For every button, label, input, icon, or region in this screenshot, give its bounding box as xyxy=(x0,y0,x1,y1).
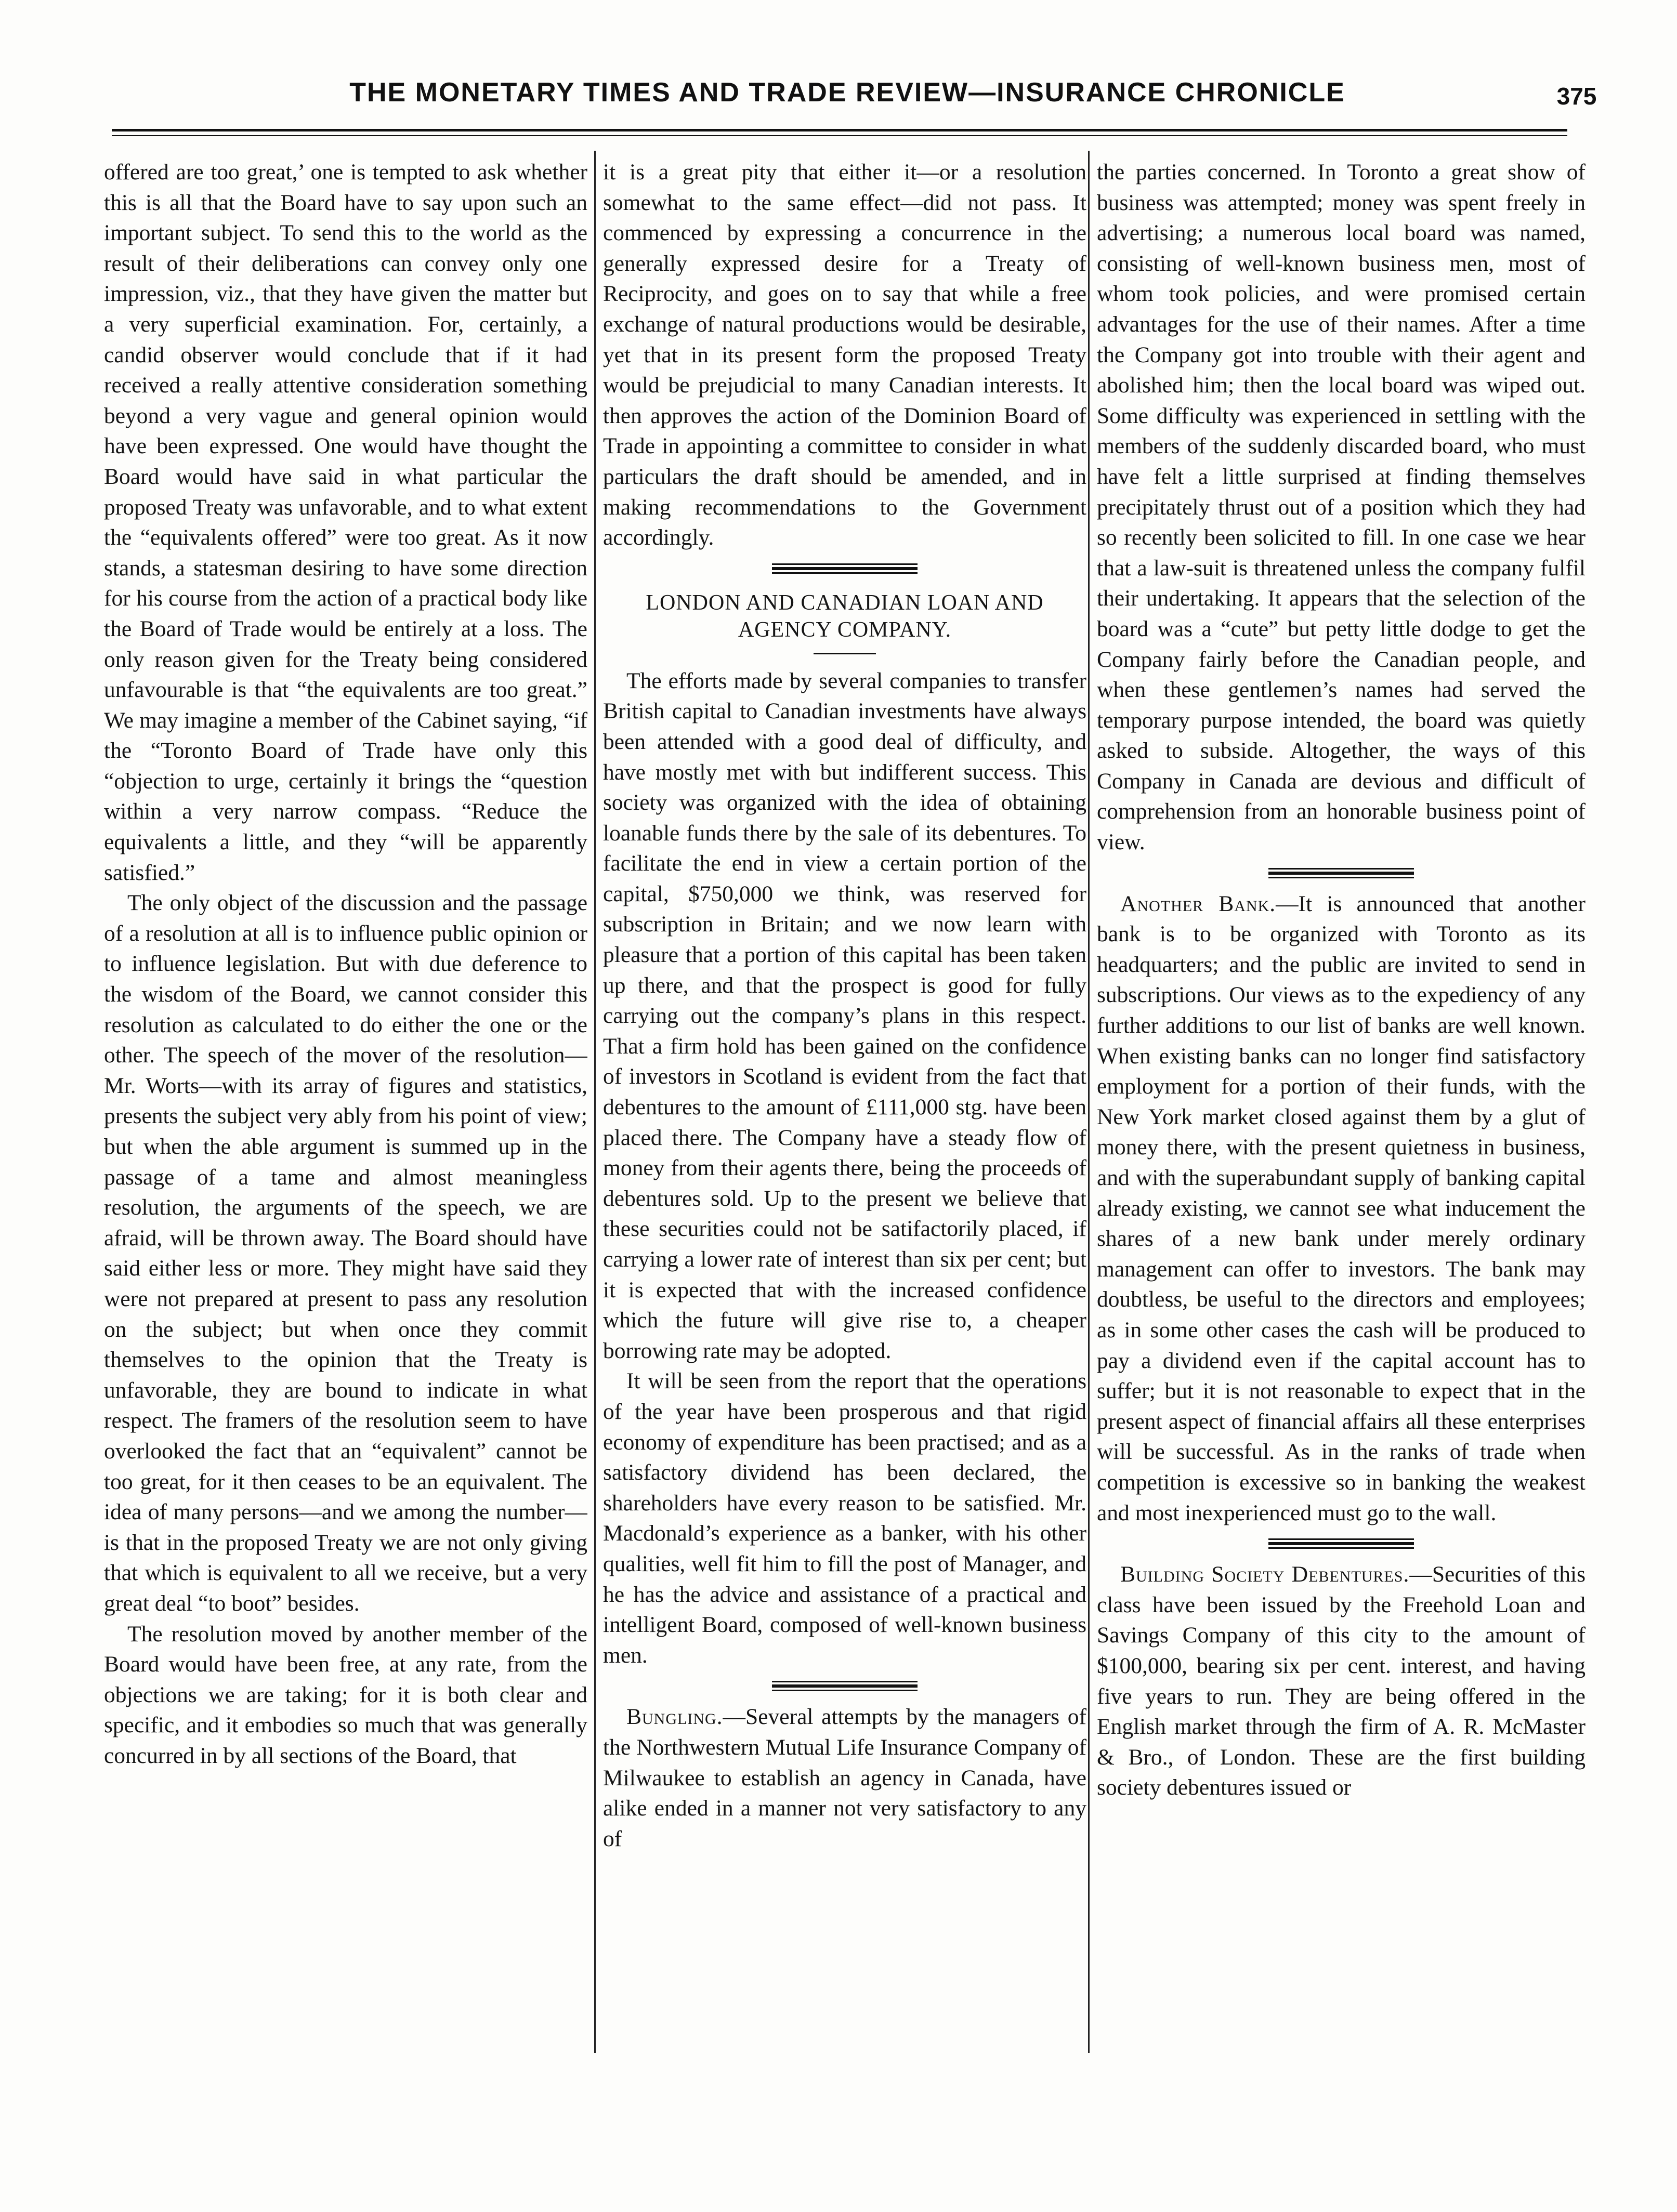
paragraph: The only object of the discussion and the passage of a resolution at all is to influence public opinion or to influence legislation. But with due deference to the wisdom of the Board, we cannot consider this resolution as calculated to do either the one or the other. The speech of the mover of the resolution—Mr. Worts—with its array of figures and statistics, presents the subject very ably from his point of view; but when the able argument is summed up in the passage of a tame and almost meaningless resolution, the arguments of the speech, we are afraid, will be thrown away. The Board should have said either less or more. They might have said they were not prepared at present to pass any resolution on the subject; but when once they commit themselves to the opinion that the Treaty is unfavorable, they are bound to indicate in what respect. The framers of the resolution seem to have overlooked the fact that an “equivalent” cannot be too great, for it then ceases to be an equivalent. The idea of many persons—and we among the number—is that in the proposed Treaty we are not only giving that which is equivalent to all we receive, but a very great deal “to boot” besides. xyxy=(104,890,587,1616)
running-header-title: THE MONETARY TIMES AND TRADE REVIEW—INSURANCE CHRONICLE xyxy=(349,77,1345,108)
column-divider xyxy=(1088,151,1090,2053)
column-middle xyxy=(603,157,1086,2054)
paragraph: the parties concerned. In Toronto a great show of business was attempted; money was spent freely in advertising; a numerous local board was named, consisting of well-known business men, most of whom took policies, and were promised certain advantages for the use of their names. After a time the Company got into trouble with their agent and abolished him; then the local board was wiped out. Some difficulty was experienced in settling with the members of the suddenly discarded board, who must have felt a little surprised at finding themselves precipitately thrust out of a position which they had so recently been solicited to fill. In one case we hear that a law-suit is threatened unless the company fulfil their undertaking. It appears that the selection of the board was a “cute” but petty little dodge to get the Company fairly before the Canadian people, and when these gentlemen’s names had served the temporary purpose intended, the board was quietly asked to subside. Altogether, the ways of this Company in Canada are devious and difficult of comprehension from an honorable business point of view. xyxy=(1097,160,1586,855)
paragraph: The resolution moved by another member of the Board would have been free, at any rate, from the objections we are taking; for it is both clear and specific, and it embodies so much that was generally concurred in by all sections of the Board, that xyxy=(104,1621,587,1768)
paragraph xyxy=(603,1702,1086,1854)
header-rule xyxy=(112,129,1567,131)
column-right xyxy=(1097,157,1586,2054)
paragraph: It will be seen from the report that the operations of the year have been prosperous and that rigid economy of expenditure has been practised; and as a satisfactory dividend has been declared, the shareholders have every reason to be satisfied. Mr. Macdonald’s experience as a banker, with his other qualities, well fit him to fill the post of Manager, and he has the advice and assistance of a practical and intelligent Board, composed of well-known business men. xyxy=(603,1368,1086,1668)
page-number: 375 xyxy=(1556,83,1597,110)
run-in-heading: Building Society Debentures. xyxy=(1120,1562,1410,1587)
paragraph: it is a great pity that either it—or a resolution somewhat to the same effect—did not pass. It commenced by expressing a concurrence in the generally expressed desire for a Treaty of Reciprocity, and goes on to say that while a free exchange of natural productions would be desirable, yet that in its present form the proposed Treaty would be prejudicial to many Canadian interests. It then approves the action of the Dominion Board of Trade in appointing a committee to consider in what particulars the draft should be amended, and in making recommendations to the Government accordingly. xyxy=(603,160,1086,550)
section-separator xyxy=(772,563,918,574)
paragraph-text: —Securities of this class have been issued by the Freehold Loan and Savings Company of this city to the amount of $100,000, bearing six per cent. interest, and having five years to run. They are being offered in the English market through the firm of A. R. McMaster & Bro., of London. These are the first building society debentures issued or xyxy=(1097,1562,1586,1800)
article-heading: LONDON AND CANADIAN LOAN AND AGENCY COMPANY. xyxy=(646,590,1044,642)
paragraph: offered are too great,’ one is tempted to ask whether this is all that the Board have to say upon such an important subject. To send this to the world as the result of their deliberations can convey only one impression, viz., that they have given the matter but a very superficial examination. For, certainly, a candid observer would conclude that if it had received a really attentive consideration something beyond a very vague and general opinion would have been expressed. One would have thought the Board would have said in what particular the proposed Treaty was unfavorable, and to what extent the “equivalents offered” were too great. As it now stands, a statesman desiring to have some direction for his course from the action of a practical body like the Board of Trade would be entirely at a loss. The only reason given for the Treaty being considered unfavourable is that “the equivalents are too great.” We may imagine a member of the Cabinet saying, “if the “Toronto Board of Trade have only this “objection to urge, certainly it brings the “question within a very narrow compass. “Reduce the equivalents a little, and they “will be apparently satisfied.” xyxy=(104,160,587,885)
section-separator xyxy=(1268,868,1414,878)
paragraph-text: —Several attempts by the managers of the Northwestern Mutual Life Insurance Company of Milwaukee to establish an agency in Canada, have alike ended in a manner not very satisfactory to any of xyxy=(603,1704,1086,1851)
header-rule-thin xyxy=(112,135,1567,136)
run-in-heading: Another Bank. xyxy=(1120,891,1276,916)
paragraph xyxy=(1097,1559,1586,1803)
section-separator xyxy=(772,1681,918,1691)
paragraph xyxy=(1097,889,1586,1528)
section-separator xyxy=(1268,1538,1414,1549)
paragraph: The efforts made by several companies to transfer British capital to Canadian investments have always been attended with a good deal of difficulty, and have mostly met with but indifferent success. This society was organized with the idea of obtaining loanable funds there by the sale of its debentures. To facilitate the end in view a certain portion of the capital, $750,000 we think, was reserved for subscription in Britain; and we now learn with pleasure that a portion of this capital has been taken up there, and that the prospect is good for fully carrying out the company’s plans in this respect. That a firm hold has been gained on the confidence of investors in Scotland is evident from the fact that debentures to the amount of £111,000 stg. have been placed there. The Company have a steady flow of money from their agents there, being the proceeds of debentures sold. Up to the present we believe that these securities could not be satifactorily placed, if carrying a lower rate of interest than six per cent; but it is expected that with the increased confidence which the future will give rise to, a cheaper borrowing rate may be adopted. xyxy=(603,668,1086,1363)
column-left xyxy=(104,157,587,2054)
heading-rule xyxy=(814,653,876,654)
paragraph-text: —It is announced that another bank is to be organized with Toronto as its headquarters; and the public are invited to send in subscriptions. Our views as to the expediency of any further additions to our list of banks are well known. When existing banks can no longer find satisfactory employment for a portion of their funds, with the New York market closed against them by a glut of money there, with the present quietness in business, and with the superabundant supply of banking capital already existing, we cannot see what inducement the shares of a new bank under merely ordinary management can offer to investors. The bank may doubtless, be useful to the directors and employees; as in some other cases the cash will be produced to pay a dividend even if the capital account has to suffer; but it is not reasonable to expect that in the present aspect of financial affairs all these enterprises will be successful. As in the ranks of trade when competition is excessive so in banking the weakest and most inexperienced must go to the wall. xyxy=(1097,891,1586,1525)
run-in-heading: Bungling. xyxy=(626,1704,723,1730)
column-divider xyxy=(594,151,596,2053)
